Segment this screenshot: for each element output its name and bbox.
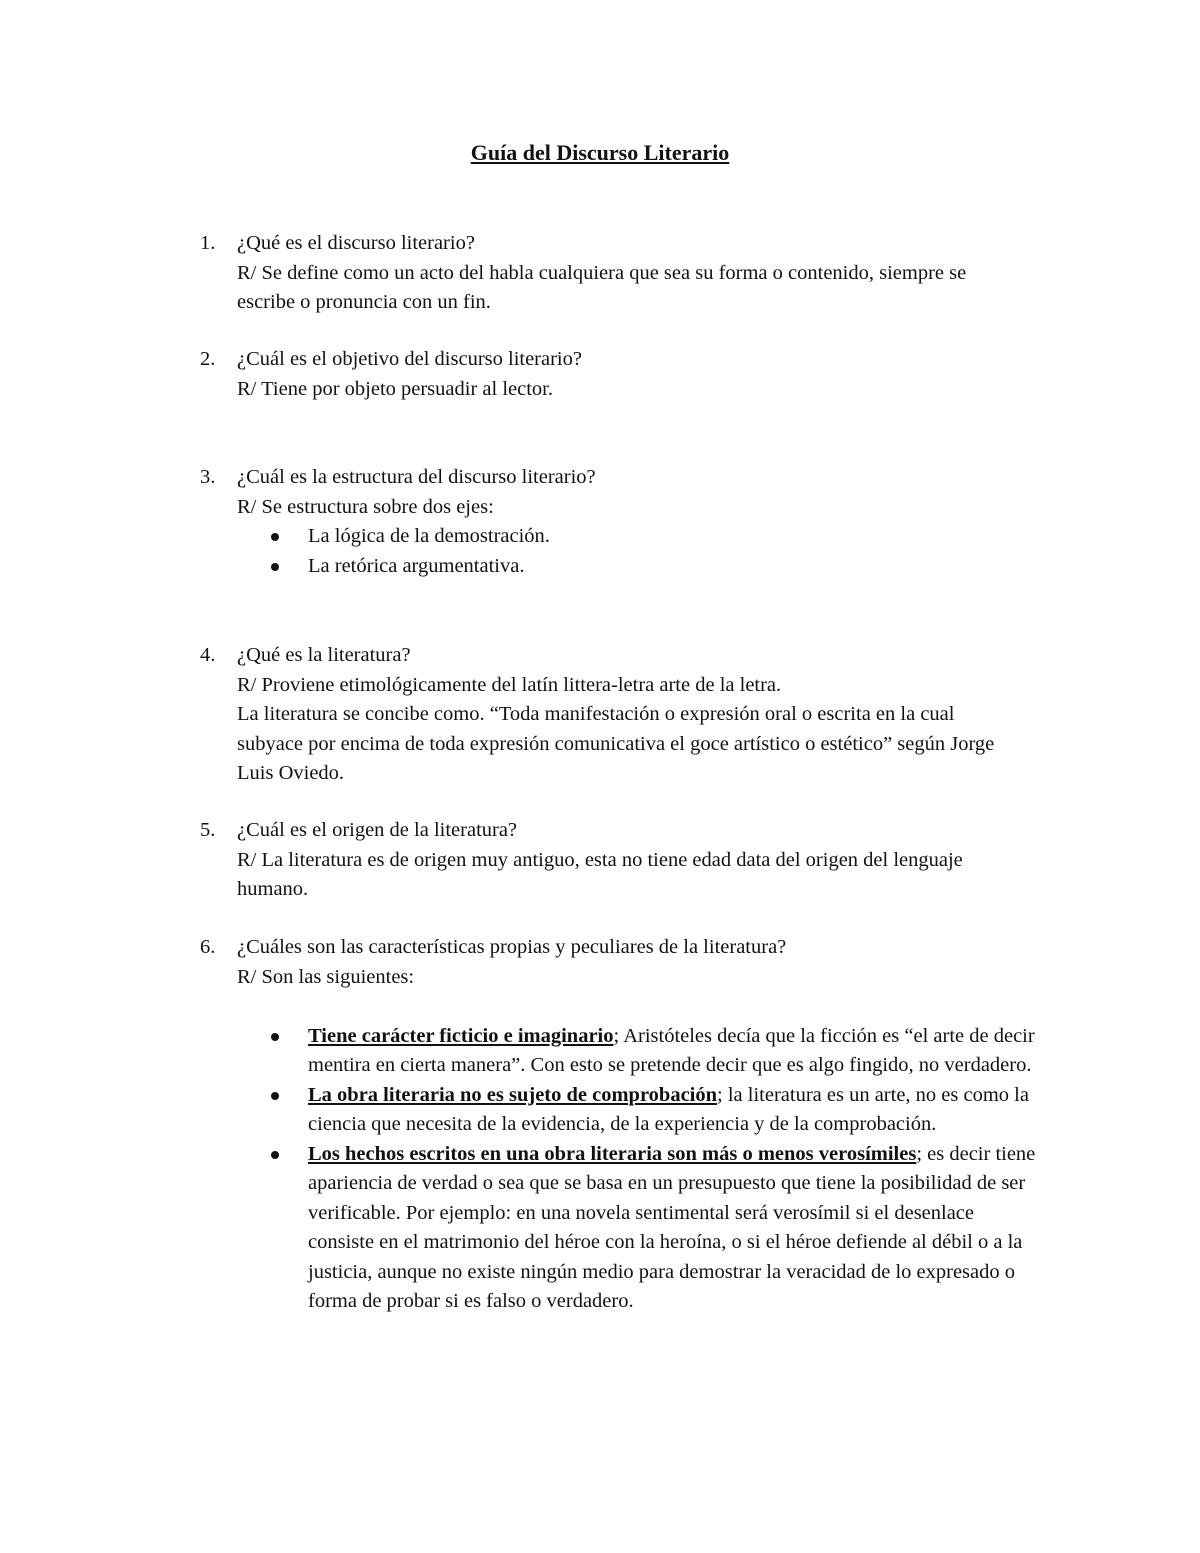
question-4 xyxy=(200,641,1020,789)
question-1 xyxy=(200,229,980,318)
bullet-icon xyxy=(271,1092,279,1100)
question-text: ¿Cuáles son las características propias y peculiares de la literatura? xyxy=(237,936,787,958)
list-item xyxy=(237,1140,1040,1317)
question-number: 5. xyxy=(200,819,216,841)
question-text: ¿Cuál es la estructura del discurso literario? xyxy=(237,466,596,488)
answer-text: R/ Proviene etimológicamente del latín littera-letra arte de la letra. xyxy=(237,673,782,696)
question-number: 2. xyxy=(200,348,216,370)
list-item: La lógica de la demostración. xyxy=(237,522,1040,552)
question-number: 3. xyxy=(200,466,216,488)
feature-text: ; es decir tiene apariencia de verdad o sea que se basa en un presupuesto que tiene la posibilidad de ser verificable. Por ejemplo: en una novela sentimental será verosímil si el desenlace consiste en el matrimonio del héroe con la heroína, o si el héroe defiende al débil o a la justicia, aunque no existe ningún medio para demostrar la veracidad de lo expresado o forma de probar si es falso o verdadero. xyxy=(308,1142,1036,1312)
question-text: ¿Cuál es el origen de la literatura? xyxy=(237,819,518,841)
question-text: ¿Qué es la literatura? xyxy=(237,644,411,666)
question-2 xyxy=(200,345,1040,404)
structure-bullet-list xyxy=(237,522,1040,581)
list-item xyxy=(237,1022,1040,1081)
bullet-icon xyxy=(271,1033,279,1041)
answer-text: R/ Se define como un acto del habla cualquiera que sea su forma o contenido, siempre se escribe o pronuncia con un fin. xyxy=(237,261,967,313)
answer-text: R/ Se estructura sobre dos ejes: xyxy=(237,495,494,518)
question-text: ¿Cuál es el objetivo del discurso literario? xyxy=(237,348,582,370)
question-text: ¿Qué es el discurso literario? xyxy=(237,232,475,254)
feature-text: ; Aristóteles decía que la ficción es “el arte de decir mentira en cierta manera”. Con esto se pretende decir que es algo fingido, no verdadero. xyxy=(308,1024,1035,1076)
bullet-icon xyxy=(271,563,279,571)
feature-heading: Los hechos escritos en una obra literaria son más o menos verosímiles xyxy=(308,1142,917,1165)
answer-text: R/ La literatura es de origen muy antiguo, esta no tiene edad data del origen del lenguaje humano. xyxy=(237,848,963,900)
answer-text: R/ Son las siguientes: xyxy=(237,965,415,988)
features-bullet-list xyxy=(237,1022,1040,1317)
feature-heading: La obra literaria no es sujeto de comprobación xyxy=(308,1083,718,1106)
bullet-icon xyxy=(271,1151,279,1159)
bullet-icon xyxy=(271,533,279,541)
question-6 xyxy=(200,933,1040,1317)
answer-text: R/ Tiene por objeto persuadir al lector. xyxy=(237,377,553,400)
feature-text: ; la literatura es un arte, no es como la ciencia que necesita de la evidencia, de la experiencia y de la comprobación. xyxy=(308,1083,1029,1135)
question-3 xyxy=(200,463,1040,581)
question-number: 1. xyxy=(200,232,216,254)
feature-heading: Tiene carácter ficticio e imaginario xyxy=(308,1024,614,1047)
question-number: 6. xyxy=(200,936,216,958)
question-5 xyxy=(200,816,1000,905)
page-title: Guía del Discurso Literario xyxy=(470,140,730,165)
question-number: 4. xyxy=(200,644,216,666)
list-item xyxy=(237,1081,1040,1140)
answer-extra-text: La literatura se concibe como. “Toda manifestación o expresión oral o escrita en la cual subyace por encima de toda expresión comunicativa el goce artístico o estético” según Jorge Luis Oviedo. xyxy=(237,703,995,784)
list-item: La retórica argumentativa. xyxy=(237,552,1040,582)
